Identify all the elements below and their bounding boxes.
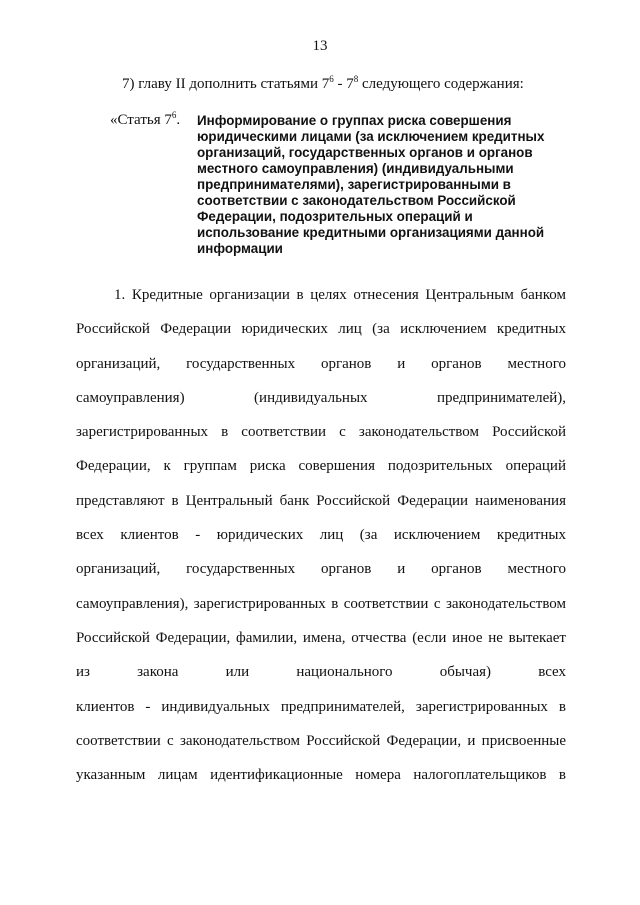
body-line: Российской Федерации, фамилии, имена, отчества (если иное не вытекает — [76, 629, 566, 646]
intro-superscript-to: 8 — [353, 74, 359, 84]
body-line: указанным лицам идентификационные номера налогоплательщиков в — [76, 767, 566, 784]
body-line: самоуправления), зарегистрированных в соответствии с законодательством — [76, 595, 566, 612]
article-title-line: юридическими лицами (за исключением кредитных — [197, 129, 545, 144]
article-label-suffix: . — [176, 112, 181, 128]
article-title-line: местного самоуправления) (индивидуальными — [197, 161, 514, 176]
article-title-line: Федерации, подозрительных операций и — [197, 209, 473, 224]
intro-text-middle: - 7 — [333, 76, 354, 92]
page-number: 13 — [312, 38, 328, 54]
article-title-line: Информирование о группах риска совершения — [197, 113, 512, 128]
article-title-line: использование кредитными организациями данной — [197, 225, 545, 240]
amendment-intro — [122, 76, 524, 93]
intro-text-start: 7) главу II дополнить статьями 7 — [122, 76, 330, 92]
body-line: из закона или национального обычая) всех — [76, 664, 566, 681]
article-label — [110, 112, 180, 129]
intro-superscript-from: 6 — [329, 74, 334, 84]
body-line: зарегистрированных в соответствии с законодательством Российской — [76, 424, 566, 441]
article-label-superscript: 6 — [171, 110, 177, 120]
article-title — [197, 113, 545, 257]
body-line: Федерации, к группам риска совершения подозрительных операций — [76, 458, 566, 475]
intro-text-end: следующего содержания: — [358, 76, 524, 92]
body-line: соответствии с законодательством Российской Федерации, и присвоенные — [76, 732, 566, 749]
body-line: организаций, государственных органов и органов местного — [76, 561, 566, 578]
body-line: самоуправления) (индивидуальных предпринимателей), — [76, 389, 566, 406]
body-line: всех клиентов - юридических лиц (за исключением кредитных — [76, 527, 566, 544]
body-line: представляют в Центральный банк Российской Федерации наименования — [76, 492, 566, 509]
body-line: 1. Кредитные организации в целях отнесения Центральным банком — [114, 287, 566, 303]
article-body — [76, 285, 566, 799]
body-line: клиентов - индивидуальных предпринимателей, зарегистрированных в — [76, 698, 566, 715]
body-line: организаций, государственных органов и органов местного — [76, 355, 566, 372]
article-label-prefix: «Статья 7 — [110, 112, 172, 128]
article-title-line: соответствии с законодательством Российской — [197, 193, 516, 208]
article-title-line: предпринимателями), зарегистрированными в — [197, 177, 511, 192]
article-title-line: информации — [197, 241, 283, 256]
body-line: Российской Федерации юридических лиц (за исключением кредитных — [76, 321, 566, 338]
article-title-line: организаций, государственных органов и органов — [197, 145, 533, 160]
